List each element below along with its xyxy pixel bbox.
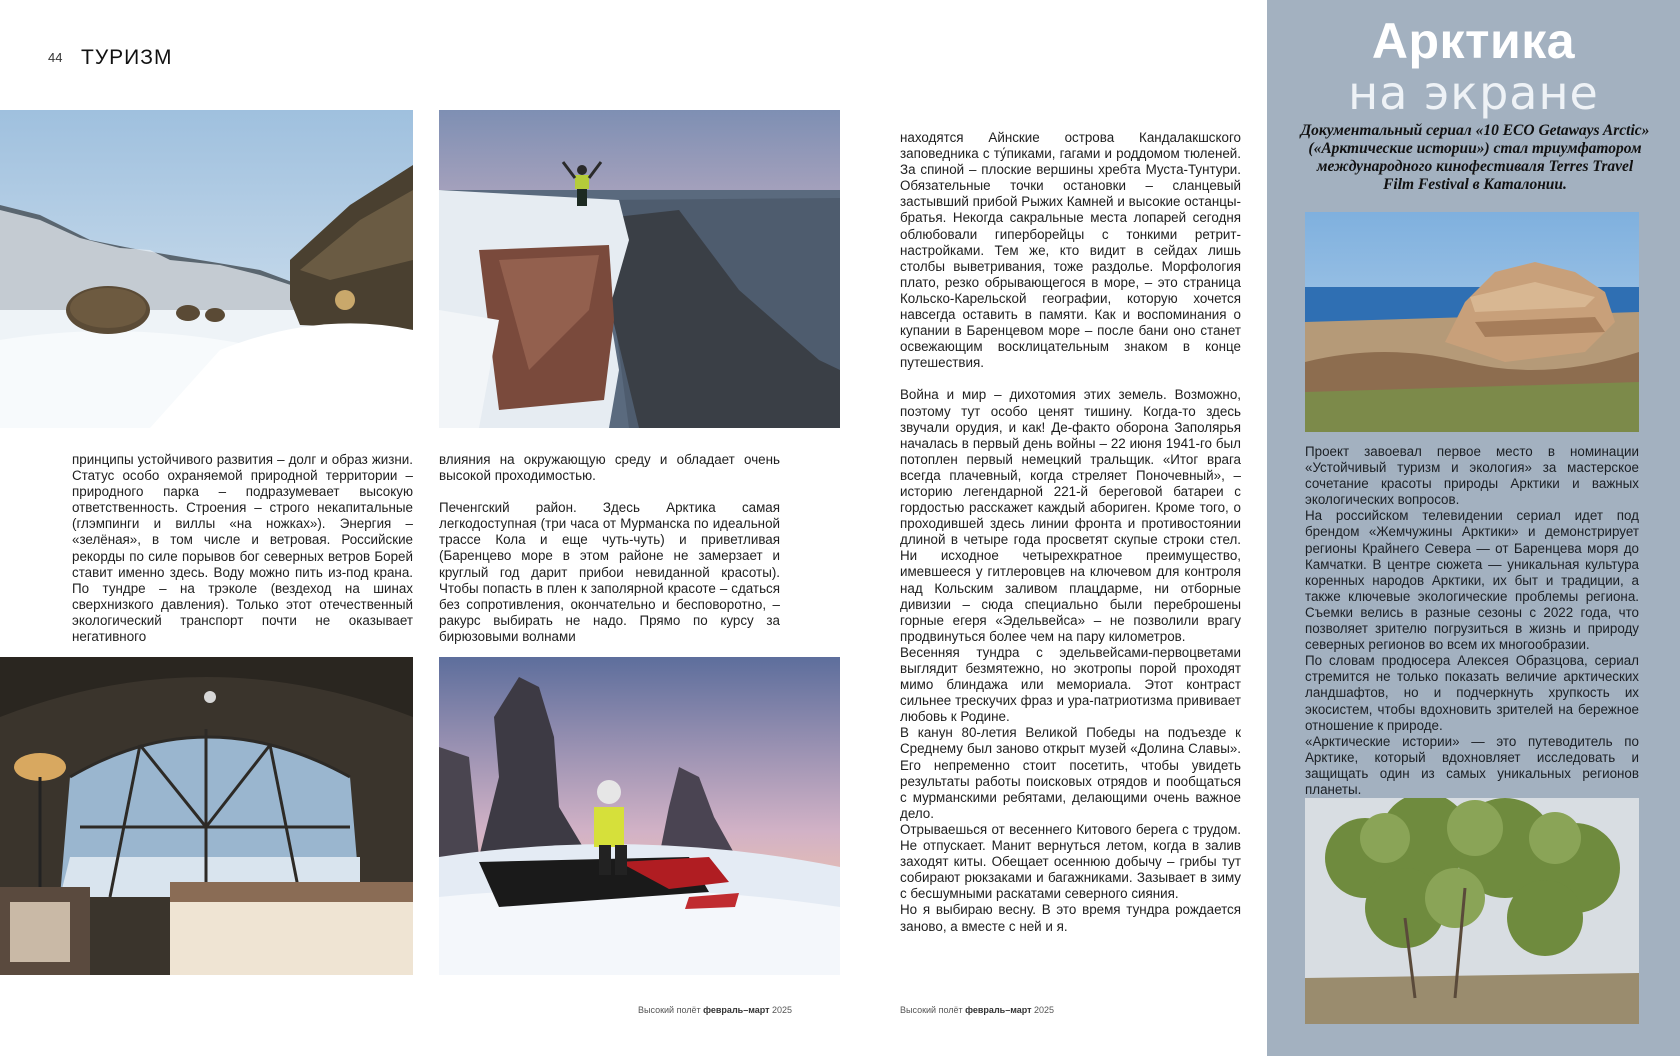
page-number: 44: [48, 50, 63, 65]
text-column-1: [72, 452, 413, 645]
footer-right: [900, 1005, 1054, 1015]
footer-right-year: 2025: [1031, 1005, 1055, 1015]
col1-paragraph-1: принципы устойчивого развития – долг и образ жизни. Статус особо охраняемой природной территории – природного парка – подразумевает высокую ответственность. Строения – строго некапитальные (глэмпинги и виллы «на ножках»). Энергия – «зелёная», в том числе и ветровая. Российские рекорды по силе порывов бог северных ветров Борей ставит именно здесь. Воду можно пить из-под крана. По тундре – на трэколе (вездеход на шинах сверхнизкого давления). Только этот отечественный экологический транспорт почти не оказывает негативного: [72, 452, 413, 645]
footer-left-issue: февраль–март: [703, 1005, 770, 1015]
sidebar-paragraph-3: По словам продюсера Алексея Образцова, сериал стремится не только показать величие арктических ландшафтов, но и подчеркнуть хрупкость их экосистем, чтобы вдохновить зрителей на бережное отношение к природе.: [1305, 653, 1639, 733]
sidebar-paragraph-1: Проект завоевал первое место в номинации «Устойчивый туризм и экология» за мастерское сочетание красоты природы Арктики и важных экологических вопросов.: [1305, 444, 1639, 508]
text-column-3: [900, 130, 1241, 935]
sidebar-lead: Документальный сериал «10 ECO Getaways Arctic» («Арктические истории») стал триумфатором международного кинофестиваля Terres Travel Film Festival в Каталонии.: [1300, 122, 1650, 193]
footer-left-year: 2025: [769, 1005, 793, 1015]
photo-tundra-trees: [1305, 798, 1639, 1024]
sidebar-body: [1305, 444, 1639, 798]
footer-left: [638, 1005, 792, 1015]
col3-paragraph-3: Весенняя тундра с эдельвейсами-первоцветами выглядит безмятежно, но экотропы порой проходят мимо блиндажа или мемориала. Этот контраст сильнее трескучих фраз и ура-патриотизма прививает любовь к Родине.: [900, 644, 1241, 725]
footer-right-prefix: Высокий полёт: [900, 1005, 966, 1015]
col3-paragraph-6: Но я выбираю весну. В это время тундра рождается заново, а вместе с ней и я.: [900, 902, 1241, 934]
col3-paragraph-2: Война и мир – дихотомия этих земель. Возможно, поэтому тут особо ценят тишину. Когда-то здесь звучали орудия, и как! Де-факто оборона Заполярья началась в первый день войны – 22 июня 1941-го был потоплен первый немецкий тральщик. «Итог врага всегда плачевный, когда стреляет Поночевный», – историю легендарной 221-й береговой батареи с гордостью расскажет каждый абориген. Кроме того, о проходившей здесь линии фронта и противостоянии длиной в четыре года просветят скупые строки стел. Ни исходное четырехкратное преимущество, имевшееся у гитлеровцев на ключевом для контроля над Кольским заливом плацдарме, ни отборные дивизии – сюда специально были переброшены горные егеря «Эдельвейса» – не позволили врагу продвинуться более чем на пару километров.: [900, 387, 1241, 644]
col3-paragraph-5: Отрываешься от весеннего Китового берега с трудом. Не отпускает. Манит вернуться летом, когда в залив заходят киты. Обещает осеннюю добычу – грибы тут собирают рюкзаками и багажниками. Зазывает в зиму с бесшумными раскатами северного сияния.: [900, 821, 1241, 902]
sidebar-paragraph-2: На российском телевидении сериал идет под брендом «Жемчужины Арктики» и демонстрирует регионы Крайнего Севера — от Баренцева моря до Камчатки. В центре сюжета — уникальная культура коренных народов Арктики, их быт и традиции, а также ключевые экологические проблемы региона. Съемки велись в разные сезоны с 2022 года, что позволяет зрителю погрузиться в жизнь и природу северных регионов во всем их многообразии.: [1305, 508, 1639, 653]
col3-paragraph-1: находятся Айнские острова Кандалакшского заповедника с ту́пиками, гагами и роддомом тюленей. За спиной – плоские вершины хребта Муста-Тунтури. Обязательные точки остановки – сланцевый застывший прибой Рыжих Камней и высокие останцы-братья. Некогда сакральные места лопарей сегодня облюбовали гиперборейцы с тонкими ретрит-настройками. Тем же, кто видит в сейдах лишь столбы выветривания, тоже раздолье. Морфология плато, резко обрывающегося в море, – это страница Кольско-Карельской географии, которую хочется навсегда оставить в памяти. Как и воспоминания о купании в Баренцевом море – после бани оно станет освежающим восклицательным знаком в конце путешествия.: [900, 130, 1241, 371]
footer-right-issue: февраль–март: [965, 1005, 1032, 1015]
col3-paragraph-4: В канун 80-летия Великой Победы на подъезде к Среднему был заново открыт музей «Долина Славы». Его непременно стоит посетить, чтобы увидеть результаты работы поисковых отрядов и пообщаться с мурманскими ребятами, делающими очень важное дело.: [900, 725, 1241, 821]
text-column-2: [439, 452, 780, 645]
col2-paragraph-2: Печенгский район. Здесь Арктика самая легкодоступная (три часа от Мурманска по идеальной трассе Кола и еще чуть-чуть) и приветливая (Баренцево море в этом районе не замерзает и круглый год дарит прибои невиданной красоты). Чтобы попасть в плен к заполярной красоте – сдаться без сопротивления, окончательно и бесповоротно, – ракурс выбирать не надо. Прямо по курсу за бирюзовыми волнами: [439, 500, 780, 644]
photo-coastal-rocks: [1305, 212, 1639, 432]
photo-cliff-person: [439, 110, 840, 428]
sidebar-title: Арктика: [1371, 13, 1576, 69]
section-title: ТУРИЗМ: [81, 46, 173, 69]
col2-paragraph-1: влияния на окружающую среду и обладает очень высокой проходимостью.: [439, 452, 780, 484]
sidebar-subtitle: на экране: [1348, 66, 1599, 120]
photo-dome-interior: [0, 657, 413, 975]
footer-left-prefix: Высокий полёт: [638, 1005, 704, 1015]
sidebar-paragraph-4: «Арктические истории» — это путеводитель по Арктике, который вдохновляет исследовать и защищать один из самых уникальных регионов планеты.: [1305, 733, 1639, 797]
photo-glamping-domes: [0, 110, 413, 428]
photo-snowmobile: [439, 657, 840, 975]
